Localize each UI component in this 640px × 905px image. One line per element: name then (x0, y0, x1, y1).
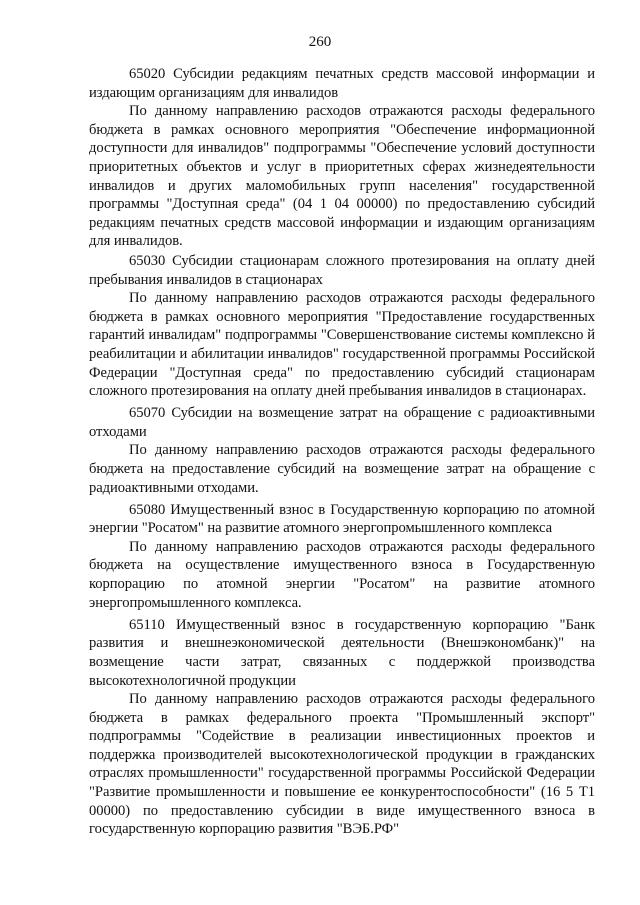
section-body-65080: По данному направлению расходов отражаются расходы федерального бюджета на осуществление имущественного взноса в Государственную корпорацию по атомной энергии "Росатом" на развитие атомного энергопромышленного комплекса. (89, 538, 595, 611)
document-body (89, 65, 595, 839)
section-body-65030: По данному направлению расходов отражаются расходы федерального бюджета в рамках основного мероприятия "Предоставление государственных гарантий инвалидам" подпрограммы "Совершенствование системы комплексно й реабилитации и абилитации инвалидов" государственной программы Российской Федерации "Доступная среда" по предоставлению субсидий стационарам сложного протезирования на оплату дней пребывания инвалидов в стационарах. (89, 290, 595, 400)
section-body-65070: По данному направлению расходов отражаются расходы федерального бюджета на предоставление субсидий на возмещение затрат на обращение с радиоактивными отходами. (89, 442, 595, 496)
section-heading-65080: 65080 Имущественный взнос в Государственную корпорацию по атомной энергии "Росатом" на развитие атомного энергопромышленного комплекса (89, 501, 595, 537)
section-heading-65030: 65030 Субсидии стационарам сложного протезирования на оплату дней пребывания инвалидов в стационарах (89, 252, 595, 288)
page-number: 260 (308, 34, 332, 50)
section-body-65020: По данному направлению расходов отражаются расходы федерального бюджета в рамках основного мероприятия "Обеспечение информационной доступности для инвалидов" подпрограммы "Обеспечение условий доступности приоритетных объектов и услуг в приоритетных сферах жизнедеятельности инвалидов и других маломобильных групп населения" государственной программы "Доступная среда" (04 1 04 00000) по предоставлению субсидий редакциям печатных средств массовой информации и издающим организациям для инвалидов. (89, 103, 595, 250)
section-heading-65110: 65110 Имущественный взнос в государственную корпорацию "Банк развития и внешнеэкономической деятельности (Внешэкономбанк)" на возмещение части затрат, связанных с поддержкой производства высокотехнологичной продукции (89, 616, 595, 689)
section-heading-65020: 65020 Субсидии редакциям печатных средств массовой информации и издающим организациям для инвалидов (89, 66, 595, 101)
section-heading-65070: 65070 Субсидии на возмещение затрат на обращение с радиоактивными отходами (89, 405, 595, 440)
section-body-65110: По данному направлению расходов отражаются расходы федерального бюджета в рамках федерального проекта "Промышленный экспорт" подпрограммы "Содействие в реализации инвестиционных проектов и поддержка производителей высокотехнологической продукции в гражданских отраслях промышленности" государственной программы Российской Федерации "Развитие промышленности и повышение ее конкурентоспособности" (16 5 T1 00000) по предоставлению субсидии в виде имущественного взноса в государственную корпорацию развития "ВЭБ.РФ" (89, 691, 595, 838)
